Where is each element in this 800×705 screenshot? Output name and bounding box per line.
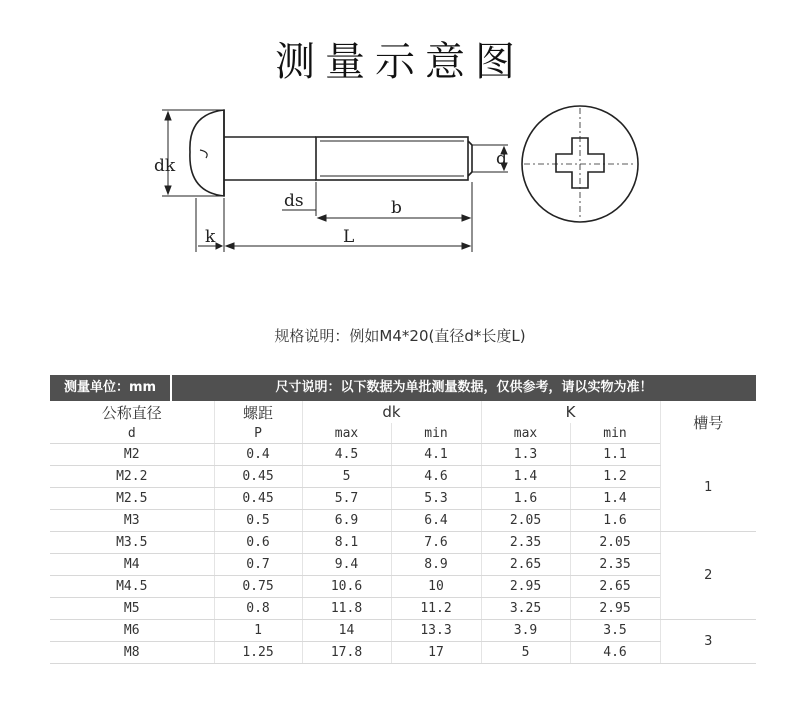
header-pitch-sub: P (214, 423, 302, 444)
table-cell: 0.45 (214, 488, 302, 510)
table-cell: 11.8 (302, 598, 391, 620)
table-row (50, 576, 756, 598)
table-cell: 4.6 (391, 466, 481, 488)
table-cell: 14 (302, 620, 391, 642)
table-cell: M3.5 (50, 532, 214, 554)
table-cell: 3.5 (570, 620, 660, 642)
table-cell: 1.3 (481, 444, 570, 466)
info-bar (50, 375, 756, 401)
table-cell: M2.5 (50, 488, 214, 510)
table-cell: 1.4 (481, 466, 570, 488)
header-slot: 槽号 (660, 401, 756, 444)
page-title: 测量示意图 (275, 39, 525, 85)
table-cell: M6 (50, 620, 214, 642)
table-row (50, 620, 756, 642)
table-body (50, 444, 756, 664)
header-k: K (481, 401, 660, 423)
header-nominal-sub: d (50, 423, 214, 444)
table-cell: 0.6 (214, 532, 302, 554)
table-cell: 13.3 (391, 620, 481, 642)
table-cell: 5 (302, 466, 391, 488)
header-dk: dk (302, 401, 481, 423)
header-pitch: 螺距 (214, 401, 302, 423)
table-row (50, 532, 756, 554)
table-cell: 6.4 (391, 510, 481, 532)
table-cell: 0.75 (214, 576, 302, 598)
table-cell: M8 (50, 642, 214, 664)
d-label: d (496, 149, 507, 169)
ds-label: ds (284, 191, 304, 211)
table-cell: 8.9 (391, 554, 481, 576)
table-cell: 1.1 (570, 444, 660, 466)
measurement-diagram (140, 92, 680, 262)
table-cell: 0.8 (214, 598, 302, 620)
table-cell: 2.35 (481, 532, 570, 554)
header-nominal: 公称直径 (101, 403, 162, 422)
header-k-min: min (570, 423, 660, 444)
k-label: k (205, 227, 216, 247)
table-cell: 1.4 (570, 488, 660, 510)
table-row (50, 466, 756, 488)
b-label: b (391, 198, 402, 218)
header-k-max: max (481, 423, 570, 444)
table-cell: 5.7 (302, 488, 391, 510)
table-row (50, 642, 756, 664)
header-dk-min: min (391, 423, 481, 444)
table-cell: 17 (391, 642, 481, 664)
spec-table (50, 401, 756, 664)
slot-number: 3 (660, 620, 756, 664)
table-row (50, 510, 756, 532)
table-cell: 1.25 (214, 642, 302, 664)
table-cell: M2 (50, 444, 214, 466)
slot-number: 2 (660, 532, 756, 620)
table-cell: 6.9 (302, 510, 391, 532)
table-cell: 3.25 (481, 598, 570, 620)
table-cell: 2.65 (570, 576, 660, 598)
table-cell: 1.6 (570, 510, 660, 532)
table-cell: 1 (214, 620, 302, 642)
table-cell: 1.6 (481, 488, 570, 510)
table-cell: 0.5 (214, 510, 302, 532)
table-cell: M4 (50, 554, 214, 576)
table-cell: M3 (50, 510, 214, 532)
table-cell: 5 (481, 642, 570, 664)
table-cell: 10 (391, 576, 481, 598)
table-cell: 7.6 (391, 532, 481, 554)
dk-label: dk (154, 156, 176, 176)
table-cell: 0.4 (214, 444, 302, 466)
spec-example: 规格说明：例如M4*20(直径d*长度L) (274, 327, 526, 345)
table-cell: M2.2 (50, 466, 214, 488)
table-row (50, 488, 756, 510)
table-cell: 2.05 (481, 510, 570, 532)
table-cell: 0.45 (214, 466, 302, 488)
table-row (50, 598, 756, 620)
table-cell: 10.6 (302, 576, 391, 598)
table-cell: 1.2 (570, 466, 660, 488)
table-cell: 2.35 (570, 554, 660, 576)
slot-number: 1 (660, 444, 756, 532)
table-cell: M4.5 (50, 576, 214, 598)
table-cell: 2.95 (481, 576, 570, 598)
table-cell: 11.2 (391, 598, 481, 620)
header-dk-max: max (302, 423, 391, 444)
table-row (50, 554, 756, 576)
table-cell: 8.1 (302, 532, 391, 554)
unit-label: 测量单位：mm (50, 375, 172, 401)
table-cell: 17.8 (302, 642, 391, 664)
table-cell: 2.05 (570, 532, 660, 554)
table-cell: 3.9 (481, 620, 570, 642)
table-cell: 4.5 (302, 444, 391, 466)
size-note: 尺寸说明：以下数据为单批测量数据，仅供参考，请以实物为准！ (275, 380, 653, 395)
table-cell: 0.7 (214, 554, 302, 576)
table-cell: 4.1 (391, 444, 481, 466)
table-cell: 2.95 (570, 598, 660, 620)
l-label: L (343, 227, 355, 247)
table-cell: 2.65 (481, 554, 570, 576)
table-cell: 9.4 (302, 554, 391, 576)
table-cell: 4.6 (570, 642, 660, 664)
table-cell: 5.3 (391, 488, 481, 510)
table-cell: M5 (50, 598, 214, 620)
table-row (50, 444, 756, 466)
